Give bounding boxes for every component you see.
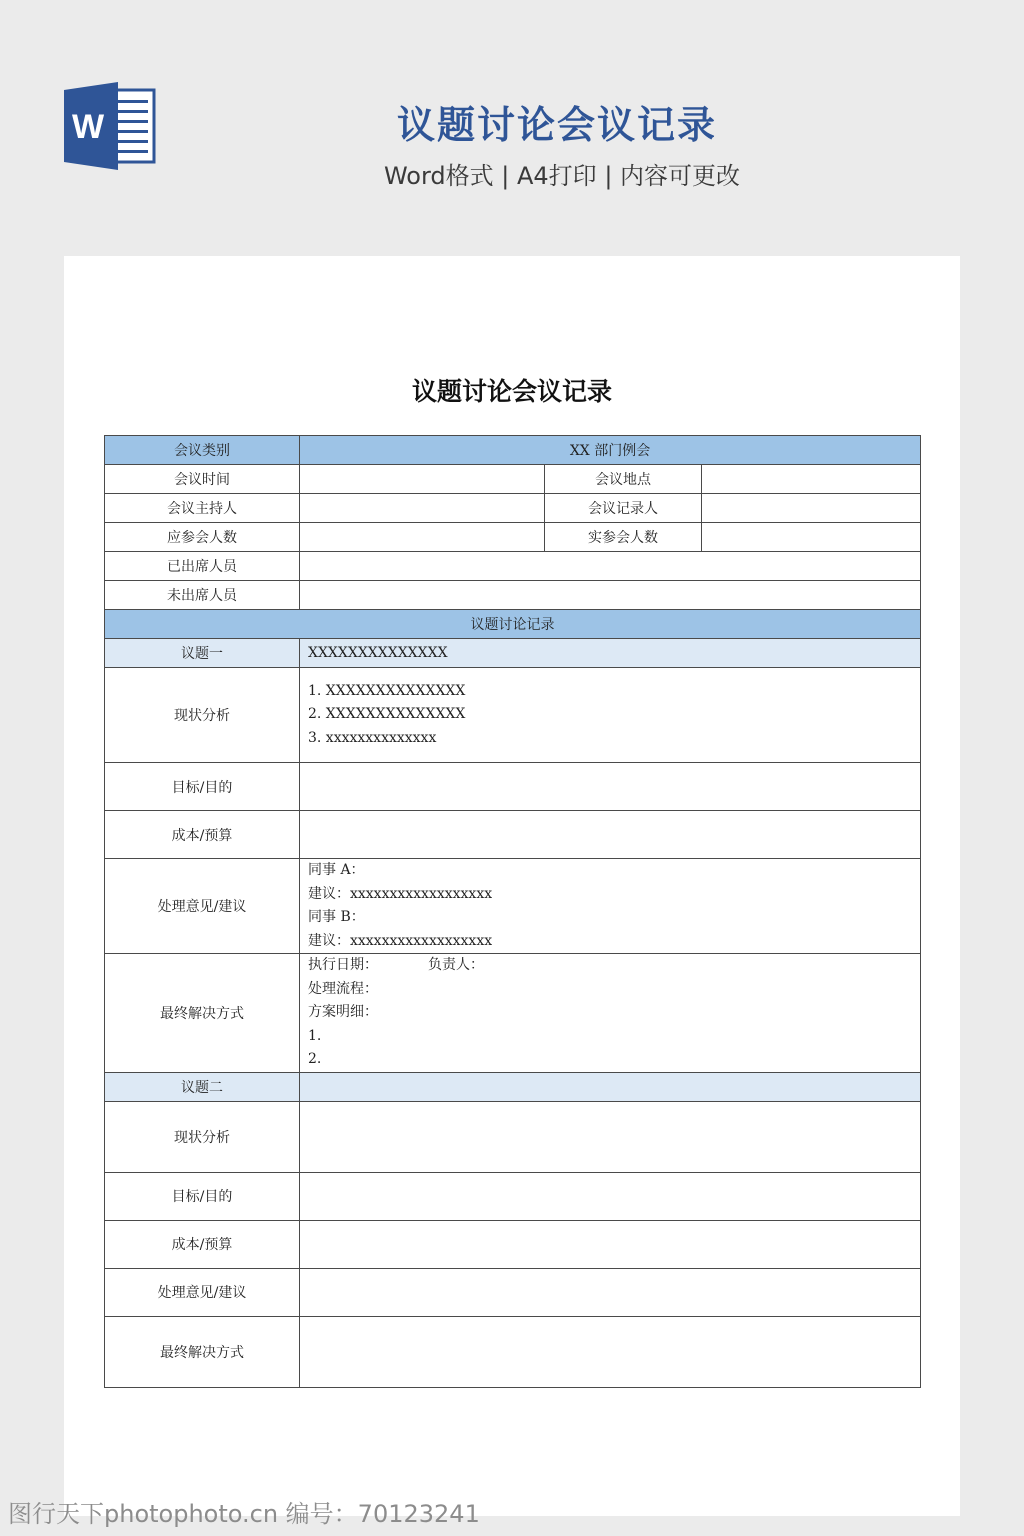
table-row: [105, 581, 921, 610]
list-item: 1.: [308, 1027, 322, 1044]
topic1-cost-value[interactable]: [300, 811, 921, 859]
watermark: 图行天下photophoto.cn 编号：70123241: [8, 1500, 480, 1528]
table-row: [105, 668, 921, 763]
topic2-cost-value[interactable]: [300, 1220, 921, 1268]
absent-label: 未出席人员: [105, 581, 300, 610]
topic1-opinion-label: 处理意见/建议: [105, 859, 300, 954]
topic1-status-label: 现状分析: [105, 668, 300, 763]
list-item: 同事 A：: [308, 862, 365, 878]
topic1-value[interactable]: XXXXXXXXXXXXXX: [300, 639, 921, 668]
topic1-opinion-value[interactable]: [300, 859, 921, 954]
list-item: 方案明细：: [308, 1004, 378, 1020]
table-row: [105, 465, 921, 494]
topic2-goal-value[interactable]: [300, 1172, 921, 1220]
host-label: 会议主持人: [105, 494, 300, 523]
table-row: [105, 859, 921, 954]
banner-subtitle: Word格式 | A4打印 | 内容可更改: [383, 162, 741, 190]
list-item: 2. XXXXXXXXXXXXXX: [308, 706, 466, 723]
present-label: 已出席人员: [105, 552, 300, 581]
table-row: [105, 610, 921, 639]
topic1-label: 议题一: [105, 639, 300, 668]
list-item: 同事 B：: [308, 909, 365, 925]
topic1-goal-label: 目标/目的: [105, 763, 300, 811]
topic2-final-value[interactable]: [300, 1316, 921, 1387]
list-item: 建议：xxxxxxxxxxxxxxxxxx: [308, 885, 493, 902]
document-title: 议题讨论会议记录: [411, 377, 612, 406]
absent-value[interactable]: [300, 581, 921, 610]
topic2-label: 议题二: [105, 1072, 300, 1101]
table-row: [105, 1268, 921, 1316]
table-row: [105, 494, 921, 523]
table-row: [105, 639, 921, 668]
expected-label: 应参会人数: [105, 523, 300, 552]
table-row: [105, 1101, 921, 1172]
topic1-cost-label: 成本/预算: [105, 811, 300, 859]
host-value[interactable]: [300, 494, 545, 523]
type-label: 会议类别: [105, 436, 300, 465]
topic2-value[interactable]: [300, 1072, 921, 1101]
list-item: [308, 954, 912, 978]
recorder-value[interactable]: [702, 494, 921, 523]
section-header: 议题讨论记录: [105, 610, 921, 639]
topic2-opinion-label: 处理意见/建议: [105, 1268, 300, 1316]
topic1-final-label: 最终解决方式: [105, 954, 300, 1073]
place-value[interactable]: [702, 465, 921, 494]
table-row: [105, 954, 921, 1073]
topic2-status-label: 现状分析: [105, 1101, 300, 1172]
topic2-opinion-value[interactable]: [300, 1268, 921, 1316]
list-item: 建议：xxxxxxxxxxxxxxxxxx: [308, 932, 493, 949]
table-row: [105, 811, 921, 859]
place-label: 会议地点: [545, 465, 702, 494]
table-row: [105, 1072, 921, 1101]
final-date-label: 执行日期：: [308, 957, 378, 973]
list-item: 处理流程：: [308, 980, 378, 997]
list-item: 1. XXXXXXXXXXXXXX: [308, 682, 466, 699]
table-row: [105, 523, 921, 552]
actual-value[interactable]: [702, 523, 921, 552]
table-row: [105, 552, 921, 581]
banner-title: 议题讨论会议记录: [396, 103, 717, 147]
topic1-final-value[interactable]: [300, 954, 921, 1073]
topic2-cost-label: 成本/预算: [105, 1220, 300, 1268]
table-row: [105, 1172, 921, 1220]
topic2-final-label: 最终解决方式: [105, 1316, 300, 1387]
expected-value[interactable]: [300, 523, 545, 552]
word-icon-letter: W: [71, 108, 105, 146]
table-row: [105, 1316, 921, 1387]
present-value[interactable]: [300, 552, 921, 581]
topic2-status-value[interactable]: [300, 1101, 921, 1172]
topic1-status-value[interactable]: [300, 668, 921, 763]
list-item: 2.: [308, 1051, 322, 1067]
type-value: XX 部门例会: [300, 436, 921, 465]
table-row: [105, 436, 921, 465]
table-row: [105, 763, 921, 811]
time-label: 会议时间: [105, 465, 300, 494]
meeting-record-table: [104, 435, 921, 1388]
time-value[interactable]: [300, 465, 545, 494]
actual-label: 实参会人数: [545, 523, 702, 552]
recorder-label: 会议记录人: [545, 494, 702, 523]
final-owner-label: 负责人：: [428, 957, 484, 973]
topic1-goal-value[interactable]: [300, 763, 921, 811]
list-item: 3. xxxxxxxxxxxxxx: [308, 729, 437, 746]
topic2-goal-label: 目标/目的: [105, 1172, 300, 1220]
table-row: [105, 1220, 921, 1268]
